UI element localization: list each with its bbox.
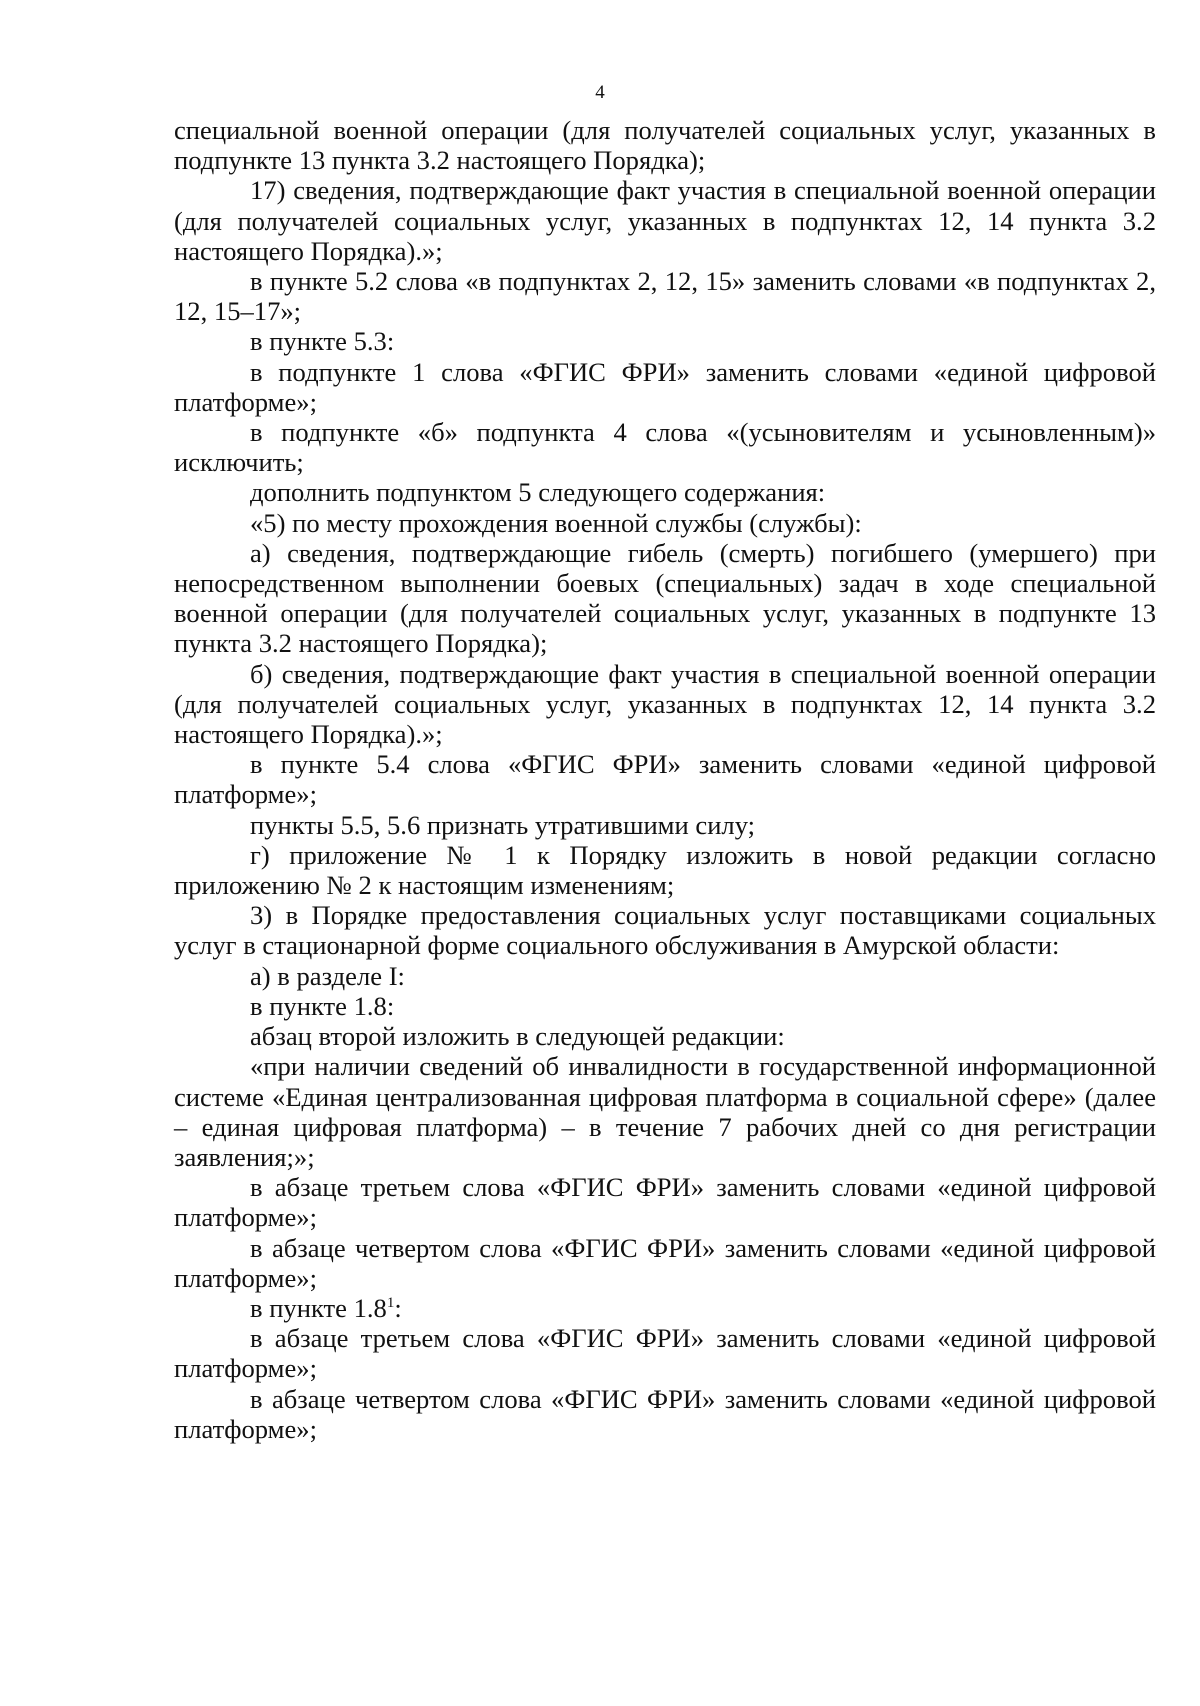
superscript: 1: [386, 1295, 395, 1312]
paragraph: в подпункте «б» подпункта 4 слова «(усыновителям и усыновленным)» исключить;: [174, 417, 1156, 478]
paragraph: в пункте 5.2 слова «в подпунктах 2, 12, 15» заменить словами «в подпунктах 2, 12, 15–17»;: [174, 266, 1156, 327]
paragraph: пункты 5.5, 5.6 признать утратившими силу;: [250, 809, 756, 840]
paragraph: а) в разделе I:: [250, 960, 405, 991]
paragraph: «при наличии сведений об инвалидности в государственной информационной системе «Единая централизованная цифровая платформа в социальной сфере» (далее – единая цифровая платформа) – в течение 7 рабочих дней со дня регистрации заявления;»;: [174, 1051, 1156, 1172]
paragraph: в абзаце третьем слова «ФГИС ФРИ» заменить словами «единой цифровой платформе»;: [174, 1323, 1156, 1384]
paragraph: г) приложение № 1 к Порядку изложить в новой редакции согласно приложению № 2 к настоящим изменениям;: [174, 839, 1156, 901]
paragraph: в абзаце четвертом слова «ФГИС ФРИ» заменить словами «единой цифровой платформе»;: [174, 1383, 1156, 1444]
paragraph: в абзаце четвертом слова «ФГИС ФРИ» заменить словами «единой цифровой платформе»;: [174, 1232, 1156, 1293]
paragraph: в подпункте 1 слова «ФГИС ФРИ» заменить словами «единой цифровой платформе»;: [174, 356, 1156, 417]
paragraph: 17) сведения, подтверждающие факт участия в специальной военной операции (для получателей социальных услуг, указанных в подпунктах 12, 14 пункта 3.2 настоящего Порядка).»;: [174, 175, 1156, 266]
paragraph: дополнить подпунктом 5 следующего содержания:: [250, 477, 826, 508]
paragraph-point-1-8-1: [174, 1293, 1156, 1323]
paragraph-colon: :: [394, 1292, 402, 1323]
paragraph-text: в пункте 1.8: [250, 1292, 387, 1323]
paragraph: в пункте 5.3:: [250, 326, 395, 357]
paragraph: специальной военной операции (для получателей социальных услуг, указанных в подпункте 13 пункта 3.2 настоящего Порядка);: [174, 115, 1156, 176]
paragraph: «5) по месту прохождения военной службы (службы):: [250, 507, 862, 538]
paragraph: в пункте 5.4 слова «ФГИС ФРИ» заменить словами «единой цифровой платформе»;: [174, 749, 1156, 810]
paragraph: в пункте 1.8:: [250, 990, 395, 1021]
document-body: [174, 115, 1156, 1444]
page-number: 4: [595, 82, 605, 103]
paragraph: 3) в Порядке предоставления социальных услуг поставщиками социальных услуг в стационарной форме социального обслуживания в Амурской области:: [174, 900, 1156, 961]
paragraph: б) сведения, подтверждающие факт участия в специальной военной операции (для получателей социальных услуг, указанных в подпунктах 12, 14 пункта 3.2 настоящего Порядка).»;: [174, 658, 1156, 750]
paragraph: в абзаце третьем слова «ФГИС ФРИ» заменить словами «единой цифровой платформе»;: [174, 1172, 1156, 1233]
paragraph: а) сведения, подтверждающие гибель (смерть) погибшего (умершего) при непосредственном выполнении боевых (специальных) задач в ходе специальной военной операции (для получателей социальных услуг, указанных в подпункте 13 пункта 3.2 настоящего Порядка);: [174, 537, 1156, 659]
paragraph: абзац второй изложить в следующей редакции:: [250, 1021, 785, 1052]
